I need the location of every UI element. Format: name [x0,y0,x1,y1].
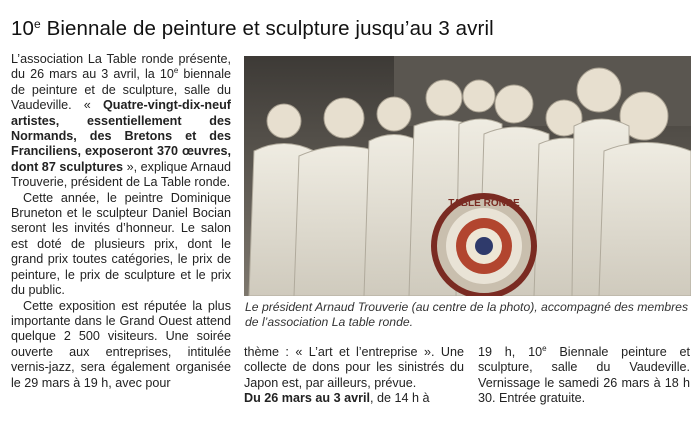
article-column-3: 19 h, 10e Biennale peinture et sculpture, salle du Vaudeville. Vernissage le samedi 26 mars à 18 h 30. Entrée gratuite. [478,344,690,406]
table-ronde-banner: TABLE RONDE [448,198,520,209]
group-photo [244,56,691,296]
article-column-1 [11,52,231,391]
paragraph-exhibition: Cette exposition est réputée la plus importante dans le Grand Ouest attend quelque 2 500 visiteurs. Une soirée ouverte aux entreprises, intitulée vernis-jazz, sera également organisée le 29 mars à 19 h, avec pour [11,298,231,390]
theme-text: thème : « L’art et l’entreprise ». Une collecte de dons pour les sinistrés du Japon est, par ailleurs, prévue. [244,345,464,390]
article-column-2: thème : « L’art et l’entreprise ». Une collecte de dons pour les sinistrés du Japon est, par ailleurs, prévue. Du 26 mars au 3 avril, de 14 h à [244,345,464,406]
photo-illustration [244,56,691,296]
dates-bold: Du 26 mars au 3 avril [244,391,371,406]
dartboard-shield [434,196,534,296]
paragraph-intro: L’association La Table ronde présente, du 26 mars au 3 avril, la 10e biennale de peinture et de sculpture, salle du Vaudeville. « Quatre-vingt-dix-neuf artistes, essentiellement des Normands, des Bretons et des Franciliens, exposeront 370 œuvres, dont 87 sculptures », explique Arnaud Trouverie, président de La Table ronde. [11,52,232,190]
paragraph-guests: Cette année, le peintre Dominique Bruneton et le sculpteur Daniel Bocian seront les invités d’honneur. Le salon est doté de plusieurs prix, dont le grand prix toutes catégories, le prix de peinture, le prix de sculpture et le prix du public. [11,190,231,298]
headline: 10e Biennale de peinture et sculpture jusqu’au 3 avril [11,17,494,40]
photo-caption: Le président Arnaud Trouverie (au centre de la photo), accompagné des membres de l’association La table ronde. [245,300,689,329]
